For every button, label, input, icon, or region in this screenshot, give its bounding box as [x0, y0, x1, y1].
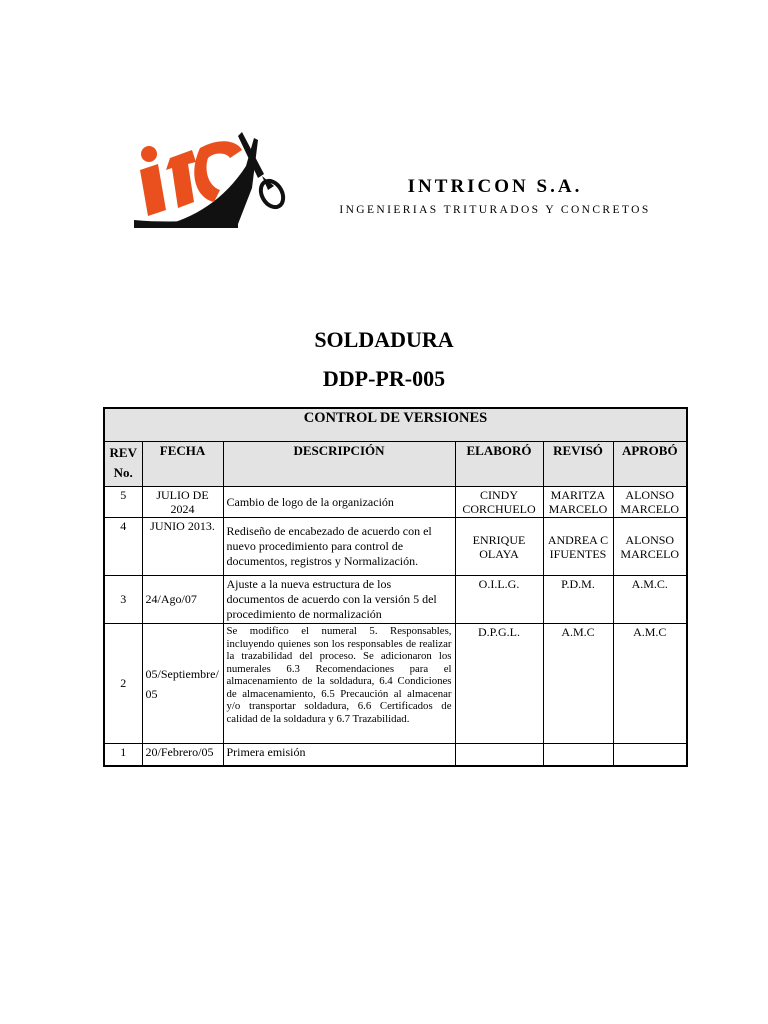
cell-fecha: JUNIO 2013.	[142, 518, 223, 576]
company-name: INTRICON S.A.	[407, 176, 583, 197]
cell-rev: 2	[104, 624, 142, 744]
cell-rev: 5	[104, 487, 142, 518]
table-row	[104, 518, 687, 576]
itc-logo-icon	[134, 128, 286, 228]
header-rev-line2: No.	[113, 465, 133, 480]
header-descripcion: DESCRIPCIÓN	[223, 442, 455, 487]
cell-aprobo: A.M.C.	[613, 576, 687, 624]
cell-aprobo: A.M.C	[613, 624, 687, 744]
cell-aprobo: ALONSO MARCELO	[613, 487, 687, 518]
table-row	[104, 487, 687, 518]
cell-elaboro: D.P.G.L.	[455, 624, 543, 744]
header-rev	[104, 442, 142, 487]
cell-reviso: MARITZA MARCELO	[543, 487, 613, 518]
cell-descripcion: Rediseño de encabezado de acuerdo con el nuevo procedimiento para control de documentos, registros y Normalización.	[223, 518, 455, 576]
company-subtitle: INGENIERIAS TRITURADOS Y CONCRETOS	[339, 204, 651, 216]
header-rev-line1: REV	[109, 445, 137, 460]
cell-fecha: 24/Ago/07	[142, 576, 223, 624]
company-header	[330, 176, 660, 216]
cell-rev: 1	[104, 744, 142, 766]
cell-aprobo	[613, 744, 687, 766]
header-elaboro: ELABORÓ	[455, 442, 543, 487]
cell-descripcion: Primera emisión	[223, 744, 455, 766]
cell-elaboro: ENRIQUE OLAYA	[455, 518, 543, 576]
header-fecha: FECHA	[142, 442, 223, 487]
cell-fecha: 05/Septiembre/ 05	[142, 624, 223, 744]
cell-descripcion: Se modifico el numeral 5. Responsables, incluyendo quienes son los responsables de realizar la trazabilidad del proceso. Se adicionaron los numerales 6.3 Recomendaciones para el almacenamiento de la soldadura, 6.4 Condiciones de almacenamiento, 6.5 Precaución al almacenar y/o transportar soldadura, 6.6 Certificados de calidad de la soldadura y 6.7 Trazabilidad.	[223, 624, 455, 744]
cell-fecha: JULIO DE 2024	[142, 487, 223, 518]
table-row	[104, 576, 687, 624]
table-caption: CONTROL DE VERSIONES	[104, 408, 687, 442]
cell-elaboro: CINDY CORCHUELO	[455, 487, 543, 518]
table-row	[104, 744, 687, 766]
header-aprobo: APROBÓ	[613, 442, 687, 487]
cell-descripcion: Ajuste a la nueva estructura de los documentos de acuerdo con la versión 5 del procedimiento de normalización	[223, 576, 455, 624]
cell-reviso	[543, 744, 613, 766]
cell-reviso: A.M.C	[543, 624, 613, 744]
cell-descripcion: Cambio de logo de la organización	[223, 487, 455, 518]
cell-elaboro	[455, 744, 543, 766]
cell-reviso: ANDREA CIFUENTES	[543, 518, 613, 576]
header-reviso: REVISÓ	[543, 442, 613, 487]
document-code: DDP-PR-005	[322, 366, 446, 391]
cell-aprobo: ALONSO MARCELO	[613, 518, 687, 576]
table-header-row	[104, 442, 687, 487]
cell-rev: 4	[104, 518, 142, 576]
cell-elaboro: O.I.L.G.	[455, 576, 543, 624]
table-row	[104, 624, 687, 744]
document-title: SOLDADURA	[314, 327, 454, 352]
cell-fecha: 20/Febrero/05	[142, 744, 223, 766]
version-control-table	[103, 407, 688, 767]
cell-reviso: P.D.M.	[543, 576, 613, 624]
cell-rev: 3	[104, 576, 142, 624]
